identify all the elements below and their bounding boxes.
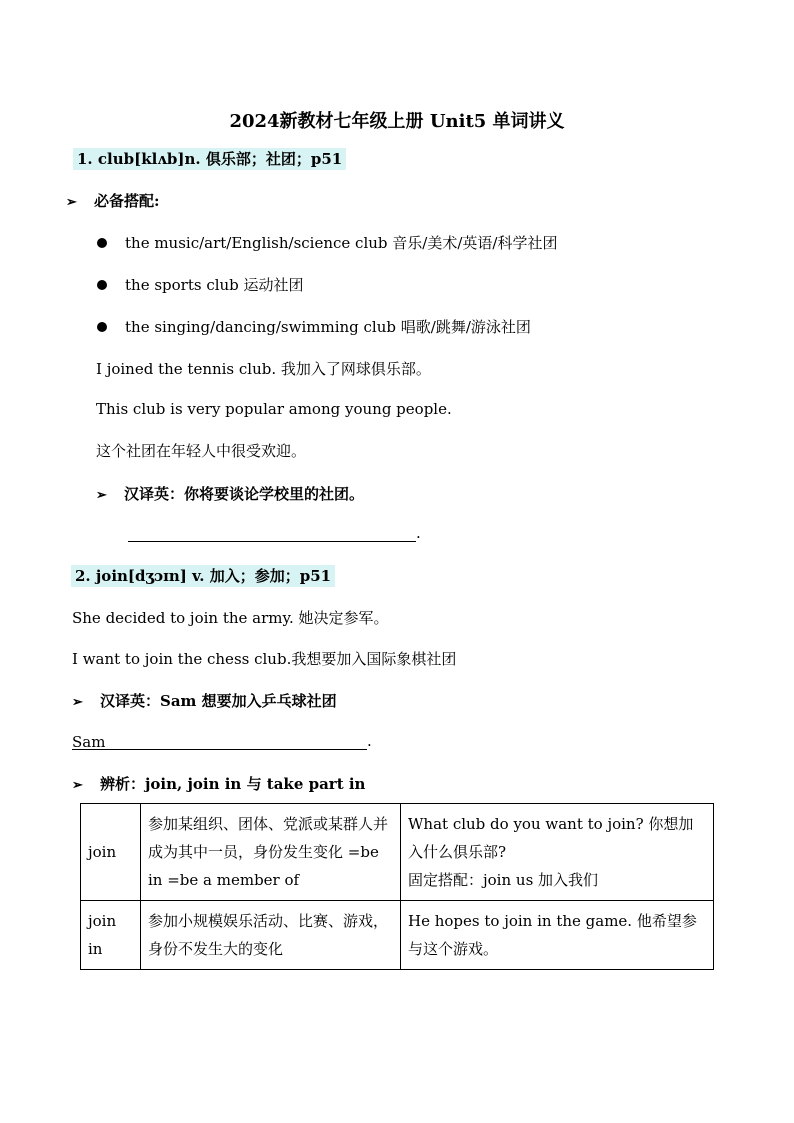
analysis-label: 辨析：join, join in 与 take part in xyxy=(100,775,366,793)
example-text: What club do you want to join? 你想加入什么俱乐部? xyxy=(408,815,694,861)
comparison-table xyxy=(80,803,714,970)
collocations-label: 必备搭配: xyxy=(94,192,160,210)
collocation-item xyxy=(97,274,304,295)
word-heading-join-text: 2. join[dʒɔɪn] v. 加入；参加；p51 xyxy=(71,565,335,587)
example-sentence: She decided to join the army. 她决定参军。 xyxy=(72,609,389,627)
table-row xyxy=(81,804,714,901)
example-text: He hopes to join in the game. 他希望参与这个游戏。 xyxy=(408,912,697,958)
arrow-bullet-icon: ➢ xyxy=(66,195,77,210)
collocation-text: the music/art/English/science club 音乐/美术/英语/科学社团 xyxy=(125,234,558,252)
word-heading-club-text: 1. club[klʌb]n. 俱乐部；社团；p51 xyxy=(73,148,346,170)
answer-blank-prefix: Sam xyxy=(72,733,106,751)
answer-blank-line[interactable] xyxy=(128,525,416,542)
arrow-bullet-icon: ➢ xyxy=(96,488,107,503)
table-cell-example xyxy=(401,901,714,970)
analysis-heading xyxy=(72,773,365,794)
dot-bullet-icon xyxy=(97,238,107,248)
answer-blank-2 xyxy=(72,732,372,750)
example-sentence: I joined the tennis club. 我加入了网球俱乐部。 xyxy=(96,360,431,378)
table-cell-term: join in xyxy=(81,901,141,970)
arrow-bullet-icon: ➢ xyxy=(72,778,83,793)
page-title: 2024新教材七年级上册 Unit5 单词讲义 xyxy=(229,111,565,132)
example-sentence: This club is very popular among young people. xyxy=(96,400,452,418)
translate-exercise-2 xyxy=(72,690,337,711)
dot-bullet-icon xyxy=(97,322,107,332)
answer-blank-line[interactable] xyxy=(72,733,367,750)
example-translation: 这个社团在年轻人中很受欢迎。 xyxy=(96,442,307,460)
example-sentence: I want to join the chess club.我想要加入国际象棋社团 xyxy=(72,650,457,668)
dot-bullet-icon xyxy=(97,280,107,290)
table-cell-meaning: 参加小规模娱乐活动、比赛、游戏，身份不发生大的变化 xyxy=(141,901,401,970)
translate-exercise-label: 汉译英：Sam 想要加入乒乓球社团 xyxy=(100,692,337,710)
collocation-text: the sports club 运动社团 xyxy=(125,276,304,294)
translate-exercise-1 xyxy=(96,483,364,504)
table-row xyxy=(81,901,714,970)
answer-blank-period: . xyxy=(367,732,372,750)
table-cell-term: join xyxy=(81,804,141,901)
extra-text: 固定搭配：join us 加入我们 xyxy=(408,871,599,889)
collocation-item xyxy=(97,316,531,337)
collocations-heading xyxy=(66,190,160,211)
collocation-item xyxy=(97,232,557,253)
collocation-text: the singing/dancing/swimming club 唱歌/跳舞/游泳社团 xyxy=(125,318,531,336)
arrow-bullet-icon: ➢ xyxy=(72,695,83,710)
answer-blank-period: . xyxy=(416,524,421,542)
table-cell-meaning: 参加某组织、团体、党派或某群人并成为其中一员，身份发生变化 =be in =be a member of xyxy=(141,804,401,901)
translate-exercise-label: 汉译英：你将要谈论学校里的社团。 xyxy=(124,485,365,503)
word-heading-join xyxy=(71,565,335,586)
table-cell-example xyxy=(401,804,714,901)
word-heading-club xyxy=(73,148,346,169)
answer-blank-1 xyxy=(128,524,421,542)
